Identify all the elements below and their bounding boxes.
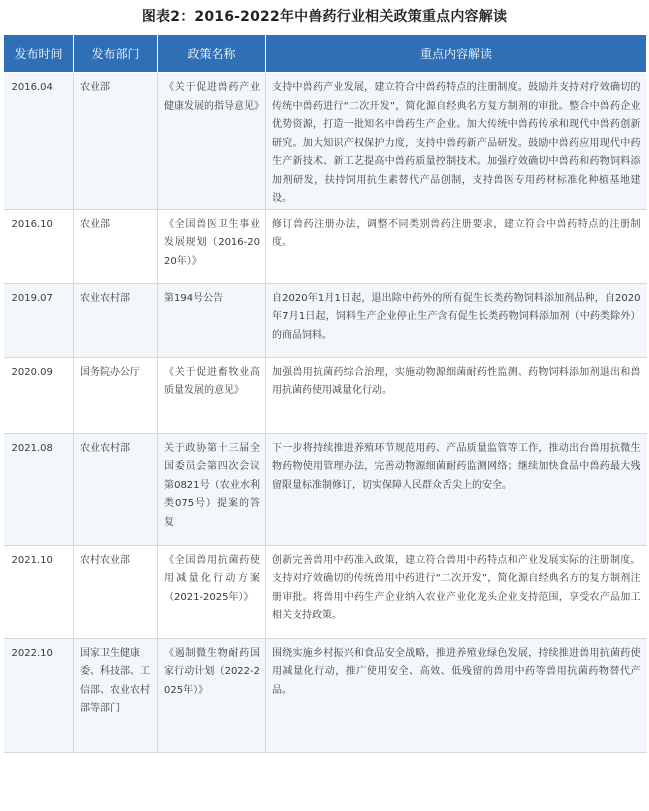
cell-date: 2020.09 [4, 357, 74, 433]
cell-key-points: 支持中兽药产业发展，建立符合中兽药特点的注册制度。鼓励并支持对疗效确切的传统中兽药进行“二次开发”，简化源自经典名方复方制剂的审批。整合中兽药企业优势资源，打造一批知名中兽药生产企业。加大传统中兽药传承和现代中兽药创新研究。加大知识产权保护力度，支持中兽药新产品研发。鼓励中兽药应用现代中药生产新技术、新工艺提高中兽药质量控制技术。加强疗效确切中兽药和药物饲料添加剂研发，扶持饲用抗生素替代产品创制，支持兽医专用药材标准化种植基地建设。 [266, 73, 647, 210]
cell-department: 国家卫生健康委、科技部、工信部、农业农村部等部门 [74, 638, 158, 752]
table-row [4, 357, 647, 433]
cell-policy-name: 《关于促进畜牧业高质量发展的意见》 [158, 357, 266, 433]
cell-policy-name: 关于政协第十三届全国委员会第四次会议第0821号（农业水利类075号）提案的答复 [158, 433, 266, 545]
cell-key-points: 修订兽药注册办法，调整不同类别兽药注册要求，建立符合中兽药特点的注册制度。 [266, 209, 647, 283]
cell-key-points: 创新完善兽用中药准入政策，建立符合兽用中药特点和产业发展实际的注册制度。支持对疗效确切的传统兽用中药进行“二次开发”，简化源自经典名方的复方制剂注册审批。将兽用中药生产企业纳入农业产业化龙头企业支持范围，享受农产品加工相关支持政策。 [266, 545, 647, 638]
cell-key-points: 下一步将持续推进养殖环节规范用药、产品质量监管等工作，推动出台兽用抗微生物药物使用管理办法，完善动物源细菌耐药监测网络；继续加快食品中兽药最大残留限量标准制修订，切实保障人民群众舌尖上的安全。 [266, 433, 647, 545]
cell-policy-name: 《关于促进兽药产业健康发展的指导意见》 [158, 73, 266, 210]
header-key-points: 重点内容解读 [266, 35, 647, 73]
cell-key-points: 加强兽用抗菌药综合治理，实施动物源细菌耐药性监测、药物饲料添加剂退出和兽用抗菌药使用减量化行动。 [266, 357, 647, 433]
table-row [4, 73, 647, 210]
cell-date: 2019.07 [4, 283, 74, 357]
header-policy-name: 政策名称 [158, 35, 266, 73]
cell-key-points: 围绕实施乡村振兴和食品安全战略，推进养殖业绿色发展，持续推进兽用抗菌药使用减量化行动，推广使用安全、高效、低残留的兽用中药等兽用抗菌药物替代产品。 [266, 638, 647, 752]
table-row [4, 433, 647, 545]
table-row [4, 545, 647, 638]
cell-department: 农业农村部 [74, 433, 158, 545]
cell-key-points: 自2020年1月1日起，退出除中药外的所有促生长类药物饲料添加剂品种，自2020年7月1日起，饲料生产企业停止生产含有促生长类药物饲料添加剂（中药类除外）的商品饲料。 [266, 283, 647, 357]
cell-date: 2022.10 [4, 638, 74, 752]
cell-policy-name: 第194号公告 [158, 283, 266, 357]
table-row [4, 209, 647, 283]
cell-department: 农业部 [74, 209, 158, 283]
table-title: 图表2：2016-2022年中兽药行业相关政策重点内容解读 [141, 9, 508, 25]
cell-department: 国务院办公厅 [74, 357, 158, 433]
header-department: 发布部门 [74, 35, 158, 73]
cell-date: 2016.10 [4, 209, 74, 283]
cell-date: 2021.10 [4, 545, 74, 638]
cell-department: 农业部 [74, 73, 158, 210]
cell-policy-name: 《全国兽医卫生事业发展规划（2016-2020年）》 [158, 209, 266, 283]
table-header-row [4, 35, 647, 73]
cell-date: 2021.08 [4, 433, 74, 545]
cell-policy-name: 《遏制微生物耐药国家行动计划（2022-2025年）》 [158, 638, 266, 752]
cell-department: 农村农业部 [74, 545, 158, 638]
header-date: 发布时间 [4, 35, 74, 73]
table-row [4, 283, 647, 357]
policy-table [3, 34, 647, 753]
cell-date: 2016.04 [4, 73, 74, 210]
cell-policy-name: 《全国兽用抗菌药使用减量化行动方案（2021-2025年）》 [158, 545, 266, 638]
table-row [4, 638, 647, 752]
cell-department: 农业农村部 [74, 283, 158, 357]
